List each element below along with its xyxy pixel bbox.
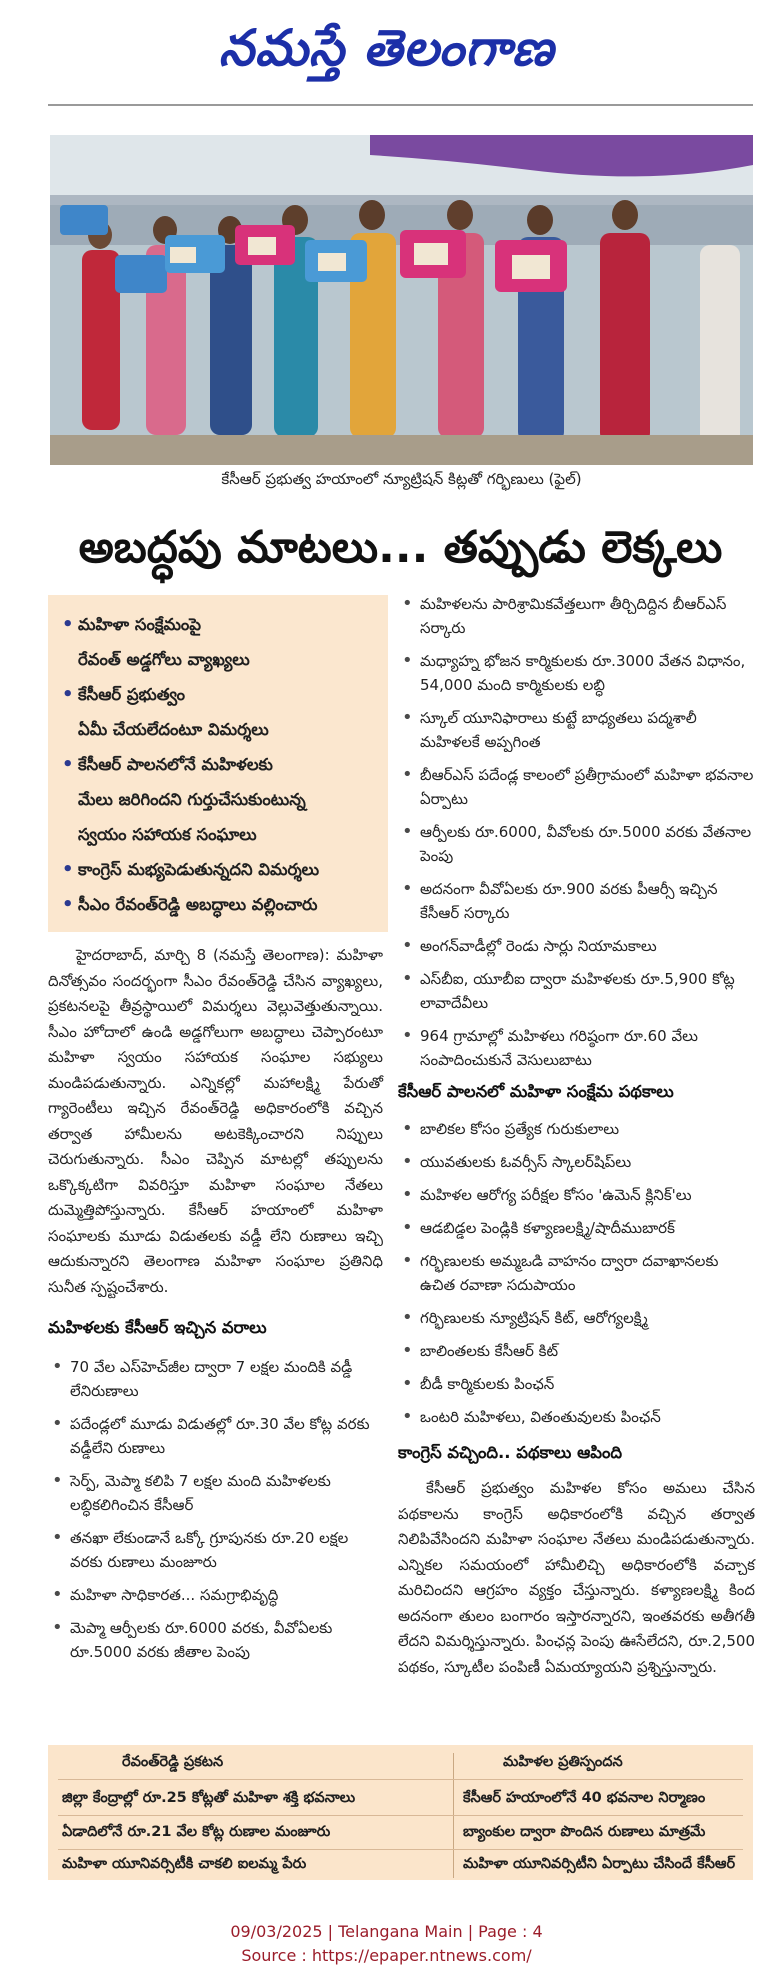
gifts-list (48, 1355, 383, 1664)
table-row (48, 1781, 753, 1815)
list-item: • మెప్మా ఆర్పీలకు రూ.6000 వరకు, వీవోఏలకు రూ.5000 వరకు జీతాల పెంపు (48, 1616, 383, 1664)
list-item: • కేసీఆర్ పాలనలోనే మహిళలకు (60, 747, 380, 782)
highlights-box (48, 595, 388, 932)
list-item: • అదనంగా వీవోఏలకు రూ.900 వరకు పీఆర్సీ ఇచ్చిన కేసీఆర్ సర్కారు (398, 877, 755, 925)
table-rule (58, 1779, 743, 1780)
table-cell-left: ఏడాదిలోనే రూ.21 వేల కోట్ల రుణాల మంజూరు (62, 1824, 331, 1840)
list-item: • ఎస్‌బీఐ, యూబీఐ ద్వారా మహిళలకు రూ.5,900 కోట్ల లావాదేవీలు (398, 967, 755, 1015)
schemes-list (398, 1117, 755, 1429)
list-item: • ఒంటరి మహిళలు, వితంతువులకు పింఛన్ (398, 1405, 755, 1429)
table-row (48, 1815, 753, 1849)
table-cell-right: బ్యాంకుల ద్వారా పొందిన రుణాలు మాత్రమే (463, 1824, 706, 1840)
news-photo (50, 135, 753, 465)
list-item: • సెర్ప్, మెప్మా కలిపి 7 లక్షల మంది మహిళలకు లబ్ధికలిగించిన కేసీఆర్ (48, 1469, 383, 1517)
left-header: రేవంత్‌రెడ్డి ప్రకటన (122, 1754, 224, 1770)
list-item: • బాలింతలకు కేసీఆర్ కిట్ (398, 1339, 755, 1363)
list-item: • 70 వేల ఎస్‌హెచ్‌జీల ద్వారా 7 లక్షల మందికి వడ్డీ లేనిరుణాలు (48, 1355, 383, 1403)
schemes-heading: కేసీఆర్ పాలనలో మహిళా సంక్షేమ పథకాలు (398, 1082, 674, 1101)
list-item: • 964 గ్రామాల్లో మహిళలు గరిష్ఠంగా రూ.60 వేలు సంపాదించుకునే వెసులుబాటు (398, 1024, 755, 1072)
list-item: • గర్భిణులకు అమ్మఒడి వాహనం ద్వారా దవాఖానలకు ఉచిత రవాణా సదుపాయం (398, 1249, 755, 1297)
masthead-name: నమస్తే తెలంగాణ (218, 18, 555, 77)
list-item: • స్కూల్ యూనిఫారాలు కుట్టే బాధ్యతలు పద్మశాలీ మహిళలకే అప్పగింత (398, 706, 755, 754)
right-column (398, 592, 755, 1680)
highlights-list (60, 607, 380, 922)
masthead (0, 8, 773, 88)
list-item: • మధ్యాహ్న భోజన కార్మికులకు రూ.3000 వేతన విధానం, 54,000 మంది కార్మికులకు లబ్ధి (398, 649, 755, 697)
list-item: • అంగన్‌వాడీల్లో రెండు సార్లు నియామకాలు (398, 934, 755, 958)
list-item: • సీఎం రేవంత్‌రెడ్డి అబద్ధాలు వల్లించారు (60, 887, 380, 922)
masthead-rule (48, 104, 753, 106)
list-item: రేవంత్ అడ్డగోలు వ్యాఖ్యలు (78, 650, 250, 669)
list-item: ఏమీ చేయలేదంటూ విమర్శలు (78, 720, 269, 739)
list-item: • మహిళా సంక్షేమంపై (60, 607, 380, 642)
left-column (48, 943, 383, 1673)
footer-source: Source : https://epaper.ntnews.com/ (241, 1946, 532, 1965)
table-cell-left: మహిళా యూనివర్సిటీకి చాకలి ఐలమ్మ పేరు (62, 1856, 307, 1872)
list-item: స్వయం సహాయక సంఘాలు (78, 825, 257, 844)
list-item: • మహిళలను పారిశ్రామికవేత్తలుగా తీర్చిదిద్దిన బీఆర్‌ఎస్ సర్కారు (398, 592, 755, 640)
article-body: హైదరాబాద్, మార్చి 8 (నమస్తే తెలంగాణ): మహిళా దినోత్సవం సందర్భంగా సీఎం రేవంత్‌రెడ్డి చేసిన వ్యాఖ్యలు, ప్రకటనలపై తీవ్రస్థాయిలో విమర్శలు వెల్లువెత్తుతున్నాయి. సీఎం హోదాలో ఉండి అడ్డగోలుగా అబద్ధాలు చెప్పారంటూ మహిళా స్వయం సహాయక సంఘాల సభ్యులు మండిపడుతున్నారు. ఎన్నికల్లో మహాలక్ష్మి పేరుతో గ్యారెంటీలు ఇచ్చిన రేవంత్‌రెడ్డి అధికారంలోకి వచ్చిన తర్వాత హామీలను అటకెక్కించారని నిప్పులు చెరుగుతున్నారు. సీఎం చెప్పిన మాటల్లో తప్పులను ఒక్కొక్కటిగా వివరిస్తూ మహిళా సంఘాల నేతలు దుమ్మెత్తిపోస్తున్నారు. కేసీఆర్ హయాంలో మహిళా సంఘాలకు మూడు విడుతలకు వడ్డీ లేని రుణాలు ఇచ్చి ఆదుకున్నారని తెలంగాణ మహిళా సంఘాల ప్రతినిధి సునీత స్పష్టంచేశారు. (48, 946, 383, 1296)
headline: అబద్ధపు మాటలు... తప్పుడు లెక్కలు (78, 522, 723, 573)
comparison-table (48, 1745, 753, 1880)
right-list (398, 592, 755, 1072)
list-item: • గర్భిణులకు న్యూట్రిషన్ కిట్, ఆరోగ్యలక్ష్మి (398, 1306, 755, 1330)
list-item: • బీడీ కార్మికులకు పింఛన్ (398, 1372, 755, 1396)
list-item: • మహిళా సాధికారత... సమగ్రాభివృద్ధి (48, 1583, 383, 1607)
list-item: మేలు జరిగిందని గుర్తుచేసుకుంటున్న (78, 790, 306, 809)
congress-body: కేసీఆర్ ప్రభుత్వం మహిళల కోసం అమలు చేసిన పథకాలను కాంగ్రెస్ అధికారంలోకి వచ్చిన తర్వాత నిలిపివేసిందని మహిళా సంఘాల నేతలు మండిపడుతున్నారు. ఎన్నికల సమయంలో హామీలిచ్చి అధికారంలోకి వచ్చాక మరిచిందని ఆగ్రహం వ్యక్తం చేస్తున్నారు. కళ్యాణలక్ష్మి కింద అదనంగా తులం బంగారం ఇస్తారన్నారని, ఇంతవరకు అతీగతీ లేదని విమర్శిస్తున్నారు. పింఛన్ల పెంపు ఊసేలేదని, రూ.2,500 పథకం, స్కూటీల పంపిణీ ఏమయ్యాయని ప్రశ్నిస్తున్నారు. (398, 1479, 755, 1676)
photo-illustration (50, 135, 753, 465)
right-header: మహిళల ప్రతిస్పందన (503, 1754, 623, 1770)
table-cell-left: జిల్లా కేంద్రాల్లో రూ.25 కోట్లతో మహిళా శక్తి భవనాలు (62, 1790, 356, 1806)
footer-edition: 09/03/2025 | Telangana Main | Page : 4 (230, 1922, 543, 1941)
table-cell-right: కేసీఆర్ హయాంలోనే 40 భవనాల నిర్మాణం (463, 1790, 706, 1806)
table-row (48, 1847, 753, 1881)
list-item: • బాలికల కోసం ప్రత్యేక గురుకులాలు (398, 1117, 755, 1141)
gifts-heading: మహిళలకు కేసీఆర్ ఇచ్చిన వరాలు (48, 1318, 267, 1337)
list-item: • కాంగ్రెస్ మభ్యపెడుతున్నదని విమర్శలు (60, 852, 380, 887)
list-item: • యువతులకు ఓవర్సీస్ స్కాలర్‌షిప్‌లు (398, 1150, 755, 1174)
list-item: • మహిళల ఆరోగ్య పరీక్షల కోసం 'ఉమెన్ క్లినిక్'లు (398, 1183, 755, 1207)
list-item: • బీఆర్‌ఎస్ పదేండ్ల కాలంలో ప్రతీగ్రామంలో మహిళా భవనాల ఏర్పాటు (398, 763, 755, 811)
list-item: • కేసీఆర్ ప్రభుత్వం (60, 677, 380, 712)
photo-caption: కేసీఆర్ ప్రభుత్వ హయాంలో న్యూట్రిషన్ కిట్లతో గర్భిణులు (ఫైల్) (221, 470, 582, 488)
table-cell-right: మహిళా యూనివర్సిటీని ఏర్పాటు చేసిందే కేసీఆర్ (463, 1856, 736, 1872)
congress-heading: కాంగ్రెస్ వచ్చింది.. పథకాలు ఆపింది (398, 1443, 623, 1462)
table-header-row (48, 1745, 753, 1779)
list-item: • ఆర్పీలకు రూ.6000, వీవోలకు రూ.5000 వరకు వేతనాల పెంపు (398, 820, 755, 868)
list-item: • పదేండ్లలో మూడు విడుతల్లో రూ.30 వేల కోట్ల వరకు వడ్డీలేని రుణాలు (48, 1412, 383, 1460)
list-item: • తనఖా లేకుండానే ఒక్కో గ్రూపునకు రూ.20 లక్షల వరకు రుణాలు మంజూరు (48, 1526, 383, 1574)
list-item: • ఆడబిడ్డల పెండ్లికి కళ్యాణలక్ష్మి/షాదీముబారక్ (398, 1216, 755, 1240)
